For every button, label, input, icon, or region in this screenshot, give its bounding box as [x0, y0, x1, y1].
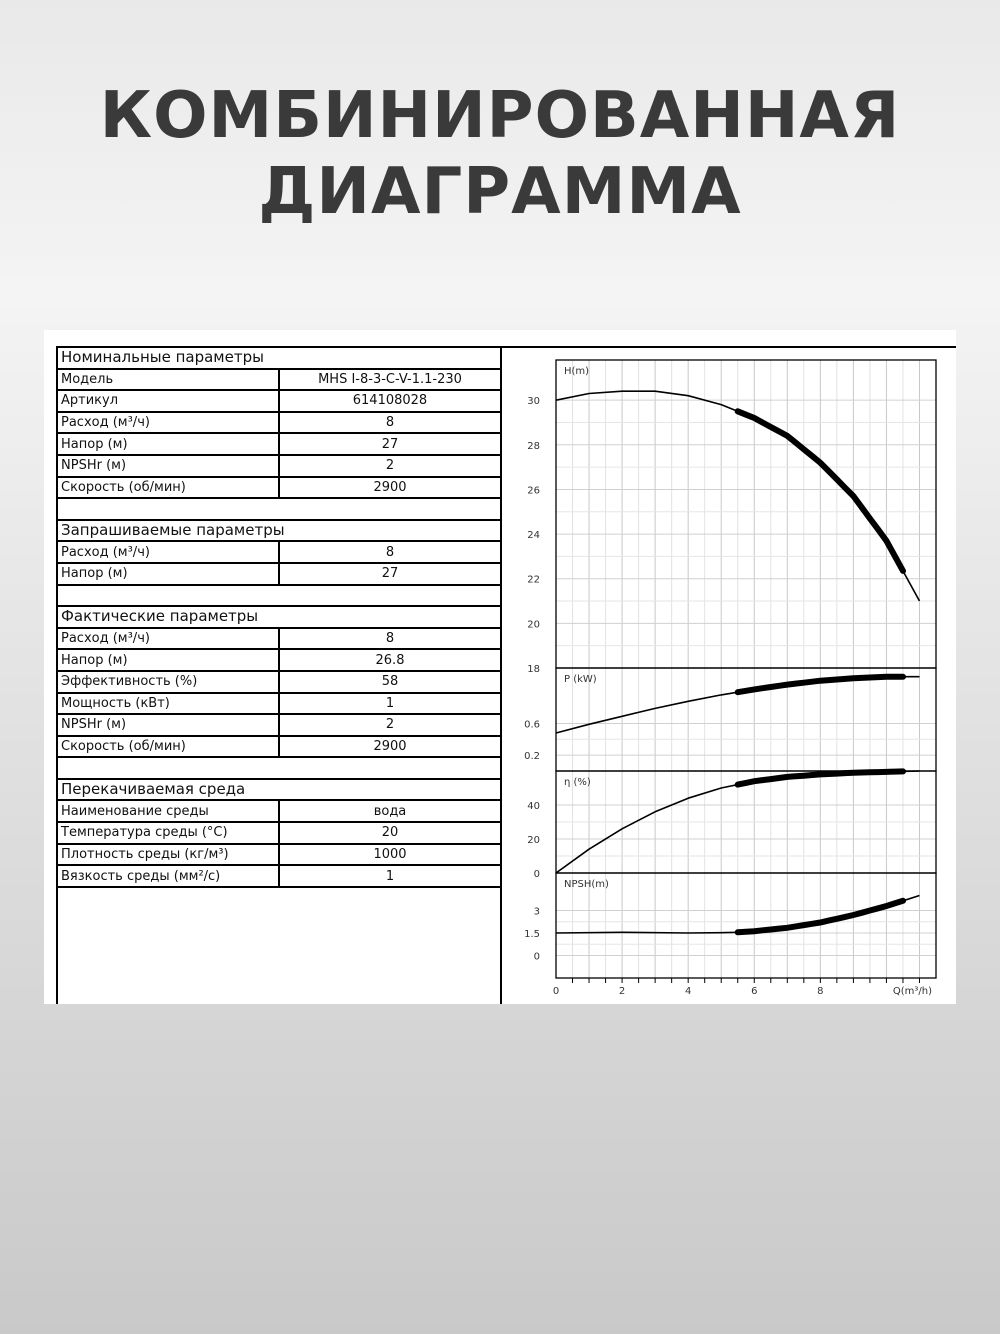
y-tick-label-H: 18	[527, 664, 540, 675]
param-label: Плотность среды (кг/м³)	[57, 844, 279, 866]
table-row	[57, 628, 501, 650]
y-tick-label-H: 28	[527, 440, 540, 452]
param-value: 2900	[279, 477, 501, 499]
table-row	[57, 649, 501, 671]
param-value: 26.8	[279, 649, 501, 671]
section-header-row	[57, 779, 501, 801]
param-value: 2	[279, 455, 501, 477]
table-row	[57, 369, 501, 391]
param-label: Расход (м³/ч)	[57, 412, 279, 434]
section-header-row	[57, 520, 501, 542]
section-header-row	[57, 347, 501, 369]
param-label: NPSHr (м)	[57, 714, 279, 736]
y-tick-label-P: 0.2	[524, 751, 540, 763]
param-value: 8	[279, 628, 501, 650]
param-label: Напор (м)	[57, 433, 279, 455]
param-value: 1000	[279, 844, 501, 866]
param-label: Скорость (об/мин)	[57, 477, 279, 499]
section-title: Номинальные параметры	[57, 347, 501, 369]
x-tick-label: 2	[618, 986, 626, 997]
y-tick-label-NPSH: 3	[533, 906, 540, 918]
spacer-row	[57, 585, 501, 607]
param-label: Расход (м³/ч)	[57, 541, 279, 563]
y-tick-label-NPSH: 1.5	[524, 929, 540, 940]
param-value: 614108028	[279, 390, 501, 412]
param-value: MHS I-8-3-C-V-1.1-230	[279, 369, 501, 391]
table-row	[57, 390, 501, 412]
y-tick-label-H: 20	[527, 619, 540, 631]
y-tick-label-H: 22	[527, 574, 540, 586]
x-tick-label: 6	[751, 986, 758, 997]
table-row	[57, 455, 501, 477]
y-tick-label-eta: 40	[527, 801, 540, 812]
y-axis-label-NPSH: NPSH(m)	[564, 879, 609, 890]
table-row	[57, 865, 501, 887]
y-tick-label-NPSH: 0	[533, 951, 540, 963]
param-value: 58	[279, 671, 501, 693]
y-tick-label-eta: 0	[533, 869, 540, 880]
pump-performance-chart	[502, 330, 956, 1004]
y-tick-label-eta: 20	[527, 835, 540, 846]
y-axis-label-eta: η (%)	[564, 777, 591, 788]
param-value: 1	[279, 693, 501, 715]
param-value: 1	[279, 865, 501, 887]
table-row	[57, 693, 501, 715]
param-label: Напор (м)	[57, 563, 279, 585]
section-title: Перекачиваемая среда	[57, 779, 501, 801]
headline	[0, 78, 1000, 230]
datasheet	[44, 330, 956, 1004]
table-row	[57, 541, 501, 563]
param-label: Расход (м³/ч)	[57, 628, 279, 650]
spacer-cell	[57, 757, 501, 779]
param-label: Модель	[57, 369, 279, 391]
table-row	[57, 433, 501, 455]
section-title: Фактические параметры	[57, 606, 501, 628]
param-value: 8	[279, 412, 501, 434]
param-label: NPSHr (м)	[57, 455, 279, 477]
headline-line-1: КОМБИНИРОВАННАЯ	[99, 79, 901, 153]
spacer-row	[57, 498, 501, 520]
x-tick-label: 8	[817, 986, 824, 997]
x-tick-label: 0	[552, 986, 560, 997]
x-tick-label: 4	[684, 986, 692, 997]
table-row	[57, 412, 501, 434]
param-label: Вязкость среды (мм²/с)	[57, 865, 279, 887]
y-axis-label-P: P (kW)	[564, 674, 597, 685]
section-header-row	[57, 606, 501, 628]
y-tick-label-P: 0.6	[524, 719, 540, 731]
x-axis-label: Q(m³/h)	[892, 986, 932, 997]
param-value: 27	[279, 563, 501, 585]
param-label: Напор (м)	[57, 649, 279, 671]
param-label: Эффективность (%)	[57, 671, 279, 693]
table-row	[57, 477, 501, 499]
parameters-table	[56, 346, 502, 888]
y-axis-label-H: H(m)	[564, 366, 590, 377]
param-value: вода	[279, 800, 501, 822]
spacer-cell	[57, 498, 501, 520]
param-label: Температура среды (°C)	[57, 822, 279, 844]
table-row	[57, 844, 501, 866]
param-label: Мощность (кВт)	[57, 693, 279, 715]
spacer-row	[57, 757, 501, 779]
param-label: Наименование среды	[57, 800, 279, 822]
param-value: 2	[279, 714, 501, 736]
table-row	[57, 563, 501, 585]
param-label: Артикул	[57, 390, 279, 412]
y-tick-label-H: 30	[527, 396, 540, 408]
param-value: 2900	[279, 736, 501, 758]
y-tick-label-H: 24	[527, 530, 540, 542]
y-tick-label-H: 26	[527, 485, 540, 497]
param-value: 27	[279, 433, 501, 455]
table-row	[57, 800, 501, 822]
table-row	[57, 822, 501, 844]
panel-frame-NPSH	[556, 873, 936, 978]
table-row	[57, 714, 501, 736]
param-value: 8	[279, 541, 501, 563]
section-title: Запрашиваемые параметры	[57, 520, 501, 542]
panel-frame-H	[556, 360, 936, 668]
headline-line-2: ДИАГРАММА	[258, 155, 742, 229]
param-value: 20	[279, 822, 501, 844]
spacer-cell	[57, 585, 501, 607]
param-label: Скорость (об/мин)	[57, 736, 279, 758]
table-row	[57, 671, 501, 693]
table-row	[57, 736, 501, 758]
